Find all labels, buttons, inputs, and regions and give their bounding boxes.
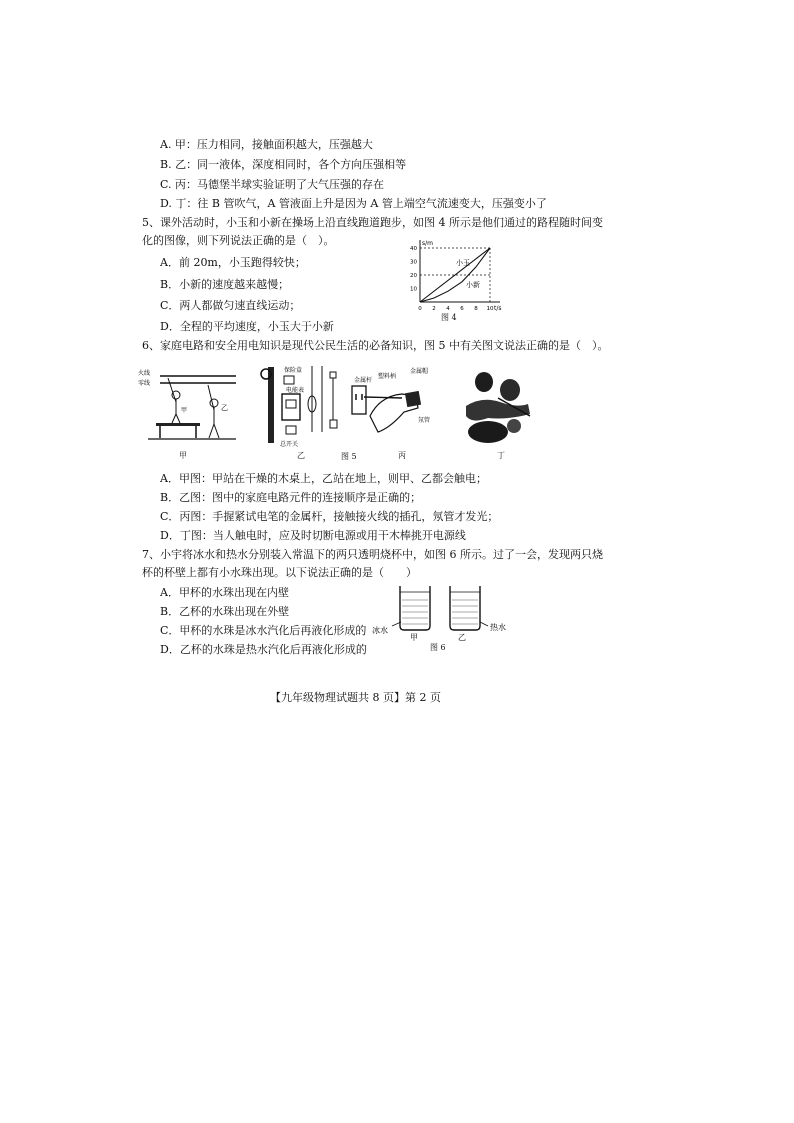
fig6-cup-jia-label: 甲 — [410, 633, 418, 642]
q6-option-c: C．丙图：手握紧试电笔的金属杆，接触接火线的插孔，氖管才发光； — [160, 510, 499, 523]
fig5-yi-illustration — [250, 362, 345, 450]
fig6-caption: 图 6 — [430, 643, 446, 652]
q5-stem-line2: 化的图像，则下列说法正确的是（ ）。 — [142, 234, 335, 247]
q5-stem-line1: 5、课外活动时，小玉和小新在操场上沿直线跑道跑步，如图 4 所示是他们通过的路程随时间变 — [142, 216, 603, 229]
q7-stem-line1: 7、小宇将冰水和热水分别装入常温下的两只透明烧杯中，如图 6 所示。过了一会，发现两只烧 — [142, 548, 603, 561]
fig5-bing-plastic-label: 塑料柄 — [378, 373, 397, 380]
fig6-hot-water-label: 热水 — [490, 623, 506, 632]
page-footer: 【九年级物理试题共 8 页】第 2 页 — [270, 691, 441, 704]
figure-4-chart — [398, 238, 508, 318]
fig5-bing-metal-rod-label: 金属杆 — [354, 377, 373, 384]
fig5-ding-illustration — [458, 368, 538, 446]
beaker-yi — [450, 586, 480, 630]
fig4-x-tick-label: 4 — [446, 306, 450, 312]
q5-option-a: A．前 20m，小玉跑得较快； — [160, 256, 306, 269]
q5-option-b: B．小新的速度越来越慢； — [160, 278, 290, 291]
fig5-jia-neutral-wire-label: 零线 — [138, 380, 151, 387]
fig5-jia-person-a-label: 甲 — [181, 407, 188, 414]
fig5-panel-label-ding: 丁 — [497, 451, 505, 460]
fig4-x-tick-label: 0 — [418, 306, 422, 312]
q6-stem: 6、家庭电路和安全用电知识是现代公民生活的必备知识，图 5 中有关图文说法正确的是（ ）。 — [142, 339, 609, 352]
fig5-jia-person-b-label: 乙 — [221, 404, 228, 412]
fig4-x-tick-label: 8 — [474, 306, 478, 312]
q6-option-b: B．乙图：图中的家庭电路元件的连接顺序是正确的； — [160, 491, 422, 504]
fig4-y-tick-label: 10 — [410, 286, 417, 293]
fig5-yi-fuse-label: 保险盒 — [284, 367, 303, 374]
q7-option-d: D．乙杯的水珠是热水汽化后再液化形成的 — [160, 643, 367, 656]
fig4-series-label-xiaoxin: 小新 — [466, 281, 480, 289]
fig5-panel-label-yi: 乙 — [297, 451, 305, 460]
beaker-jia — [400, 586, 430, 630]
fig4-line-xiaoyu — [420, 248, 490, 302]
q7-option-c: C．甲杯的水珠是冰水汽化后再液化形成的 — [160, 624, 367, 637]
fig5-caption: 图 5 — [341, 452, 357, 461]
q5-option-d: D．全程的平均速度，小玉大于小新 — [160, 320, 334, 333]
fig5-jia-live-wire-label: 火线 — [138, 370, 151, 377]
fig4-y-tick-label: 30 — [410, 259, 417, 266]
fig4-x-tick-label: 2 — [432, 306, 436, 312]
q4-option-d: D. 丁：往 B 管吹气，A 管液面上升是因为 A 管上端空气流速变大，压强变小了 — [160, 197, 547, 210]
fig6-cup-yi-label: 乙 — [458, 633, 466, 642]
q4-option-a: A. 甲：压力相同，接触面积越大，压强越大 — [160, 138, 373, 151]
fig4-series — [420, 248, 490, 302]
fig4-y-tick-label: 20 — [410, 273, 417, 279]
fig5-bing-metal-cap-label: 金属帽 — [410, 368, 429, 375]
figure-6-beakers — [370, 582, 520, 642]
q6-option-a: A．甲图：甲站在干燥的木桌上，乙站在地上，则甲、乙都会触电； — [160, 472, 487, 485]
fig4-x-axis-label: t/s — [494, 305, 502, 312]
fig4-x-tick-label: 6 — [460, 306, 464, 312]
fig5-jia-illustration — [138, 368, 238, 443]
q7-stem-line2: 杯的杯壁上都有小水珠出现。以下说法正确的是（ ） — [142, 566, 417, 579]
fig4-caption: 图 4 — [441, 313, 457, 322]
fig4-y-axis-label: s/m — [422, 240, 433, 247]
fig4-x-tick-label: 10 — [486, 306, 494, 312]
q5-option-c: C．两人都做匀速直线运动； — [160, 299, 301, 312]
fig4-y-tick-label: 40 — [410, 246, 417, 252]
q4-option-b: B. 乙：同一液体，深度相同时，各个方向压强相等 — [160, 158, 407, 171]
fig5-panel-label-bing: 丙 — [398, 451, 406, 460]
fig5-bing-illustration — [350, 366, 440, 446]
q6-option-d: D．丁图：当人触电时，应及时切断电源或用干木棒挑开电源线 — [160, 529, 466, 542]
fig5-yi-meter-label: 电能表 — [286, 387, 305, 394]
q4-option-c: C. 丙：马德堡半球实验证明了大气压强的存在 — [160, 178, 385, 191]
fig6-ice-water-label: 冰水 — [372, 626, 388, 635]
fig5-yi-switch-label: 总开关 — [280, 441, 299, 448]
fig5-bing-neon-label: 氖管 — [418, 417, 431, 424]
q7-option-a: A．甲杯的水珠出现在内壁 — [160, 586, 289, 599]
q7-option-b: B．乙杯的水珠出现在外壁 — [160, 605, 290, 618]
fig4-series-label-xiaoyu: 小玉 — [456, 259, 470, 267]
fig5-panel-label-jia: 甲 — [179, 451, 187, 460]
